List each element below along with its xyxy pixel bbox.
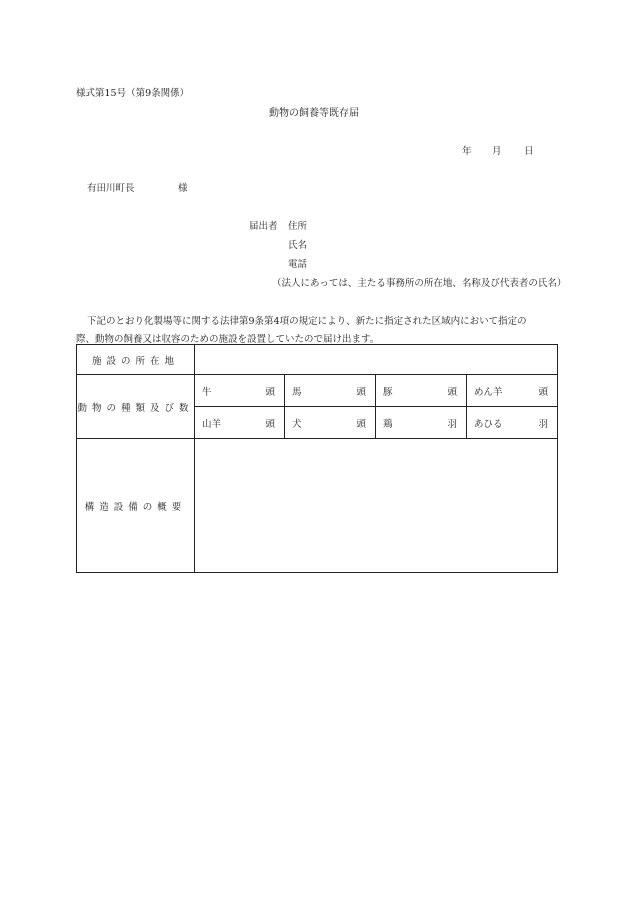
animal-name: 犬 xyxy=(292,418,302,430)
animal-unit: 頭 xyxy=(538,386,548,398)
animal-name: 馬 xyxy=(292,386,302,398)
animal-name: 牛 xyxy=(202,386,212,398)
applicant-note: （法人にあっては、主たる事務所の所在地、名称及び代表者の氏名） xyxy=(272,278,567,289)
month-label: 月 xyxy=(492,146,502,157)
animal-unit: 頭 xyxy=(447,386,457,398)
animal-unit: 頭 xyxy=(265,418,275,430)
year-label: 年 xyxy=(462,146,472,157)
phone-label: 電話 xyxy=(288,259,308,270)
animal-cell-goat xyxy=(195,407,285,439)
animal-name: あひる xyxy=(474,418,503,430)
structure-value-cell xyxy=(195,439,558,573)
animal-cell-pig xyxy=(376,375,467,407)
structure-row xyxy=(77,439,558,573)
animal-cell-chicken xyxy=(376,407,467,439)
body-text-line1: 下記のとおり化製場等に関する法律第9条第4項の規定により、新たに指定された区域内において指定の xyxy=(87,316,527,327)
animal-unit: 頭 xyxy=(265,386,275,398)
animals-label: 動物の種類及び数 xyxy=(77,375,195,439)
addressee-name: 有田川町長 xyxy=(87,183,135,194)
animal-unit: 頭 xyxy=(356,418,366,430)
location-row xyxy=(77,345,558,375)
day-label: 日 xyxy=(524,146,534,157)
name-label: 氏名 xyxy=(288,240,308,251)
animal-name: 鶏 xyxy=(383,418,393,430)
animals-row-1 xyxy=(77,375,558,407)
structure-label: 構造設備の概要 xyxy=(77,439,195,573)
animal-cell-cattle xyxy=(195,375,285,407)
animal-name: めん羊 xyxy=(474,386,503,398)
animal-cell-duck xyxy=(467,407,558,439)
animal-cell-dog xyxy=(285,407,376,439)
location-value-cell xyxy=(195,345,558,375)
animal-name: 山羊 xyxy=(202,418,222,430)
body-text-line2: 際、動物の飼養又は収容のための施設を設置していたので届け出ます。 xyxy=(76,334,380,345)
animal-unit: 頭 xyxy=(356,386,366,398)
animal-unit: 羽 xyxy=(447,418,457,430)
form-number: 様式第15号（第9条関係） xyxy=(76,88,190,99)
notification-table xyxy=(76,344,558,573)
addressee-honorific: 様 xyxy=(178,183,188,194)
animal-cell-horse xyxy=(285,375,376,407)
animal-unit: 羽 xyxy=(538,418,548,430)
address-label: 住所 xyxy=(288,221,308,232)
applicant-label: 届出者 xyxy=(249,221,278,232)
animal-name: 豚 xyxy=(383,386,393,398)
animal-cell-sheep xyxy=(467,375,558,407)
document-title: 動物の飼養等既存届 xyxy=(269,108,359,119)
location-label: 施設の所在地 xyxy=(77,345,195,375)
